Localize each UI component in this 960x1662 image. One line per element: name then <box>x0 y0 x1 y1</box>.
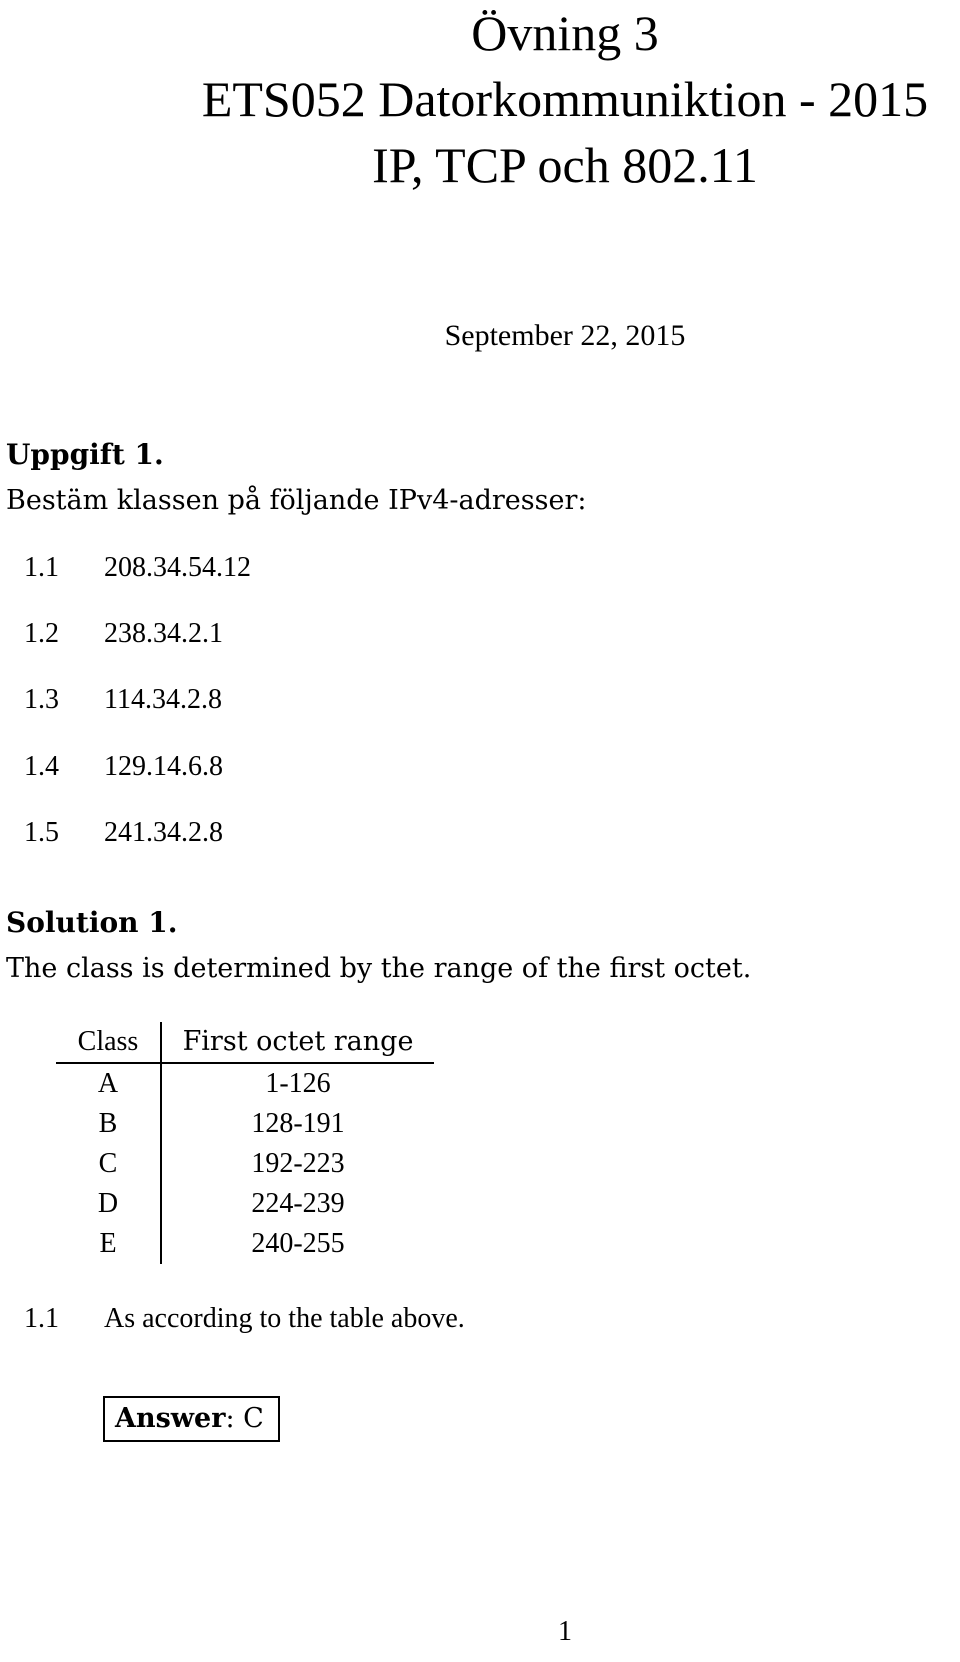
solution-heading: Solution 1. <box>6 906 178 939</box>
task-item-number: 1.4 <box>24 751 59 782</box>
task-heading: Uppgift 1. <box>6 438 164 471</box>
table-row <box>56 1224 434 1264</box>
table-row <box>56 1144 434 1184</box>
table-row <box>56 1064 434 1104</box>
answer-item-number: 1.1 <box>24 1303 59 1334</box>
answer-item <box>24 1302 465 1336</box>
table-header-class: Class <box>56 1022 162 1062</box>
task-prompt: Bestäm klassen på följande IPv4-adresser: <box>6 485 587 516</box>
title-line-3: IP, TCP och 802.11 <box>372 137 758 193</box>
task-item-number: 1.2 <box>24 618 59 649</box>
table-header-range: First octet range <box>182 1026 414 1057</box>
table-header-row <box>56 1022 434 1064</box>
answer-label: Answer <box>115 1403 226 1434</box>
task-item <box>24 617 223 651</box>
task-item-number: 1.1 <box>24 552 59 583</box>
task-item-address: 238.34.2.1 <box>104 618 223 649</box>
table-cell-class: C <box>56 1144 162 1184</box>
title-line-1: Övning 3 <box>471 5 659 61</box>
table-row <box>56 1104 434 1144</box>
table-row <box>56 1184 434 1224</box>
table-cell-range: 192-223 <box>251 1148 345 1179</box>
task-item-number: 1.3 <box>24 684 59 715</box>
document-date: September 22, 2015 <box>444 319 686 352</box>
task-item-number: 1.5 <box>24 817 59 848</box>
class-range-table <box>56 1022 434 1264</box>
answer-value: C <box>243 1403 264 1434</box>
task-item-address: 241.34.2.8 <box>104 817 223 848</box>
table-cell-class: E <box>56 1224 162 1264</box>
answer-separator: : <box>225 1403 244 1434</box>
task-item <box>24 683 222 717</box>
title-line-2: ETS052 Datorkommuniktion - 2015 <box>201 71 929 127</box>
table-cell-range: 224-239 <box>251 1188 345 1219</box>
task-item <box>24 750 223 784</box>
table-cell-class: B <box>56 1104 162 1144</box>
task-item <box>24 816 223 850</box>
answer-box <box>103 1396 280 1442</box>
task-item <box>24 551 251 585</box>
task-item-address: 114.34.2.8 <box>104 684 222 715</box>
task-item-address: 208.34.54.12 <box>104 552 251 583</box>
table-cell-class: A <box>56 1064 162 1104</box>
task-item-address: 129.14.6.8 <box>104 751 223 782</box>
table-cell-range: 128-191 <box>251 1108 345 1139</box>
table-cell-range: 240-255 <box>251 1228 345 1259</box>
document-title <box>170 0 960 198</box>
table-cell-class: D <box>56 1184 162 1224</box>
page-number: 1 <box>558 1616 572 1647</box>
answer-item-text: As according to the table above. <box>104 1303 465 1334</box>
solution-text: The class is determined by the range of the first octet. <box>6 953 752 984</box>
table-cell-range: 1-126 <box>265 1068 331 1099</box>
